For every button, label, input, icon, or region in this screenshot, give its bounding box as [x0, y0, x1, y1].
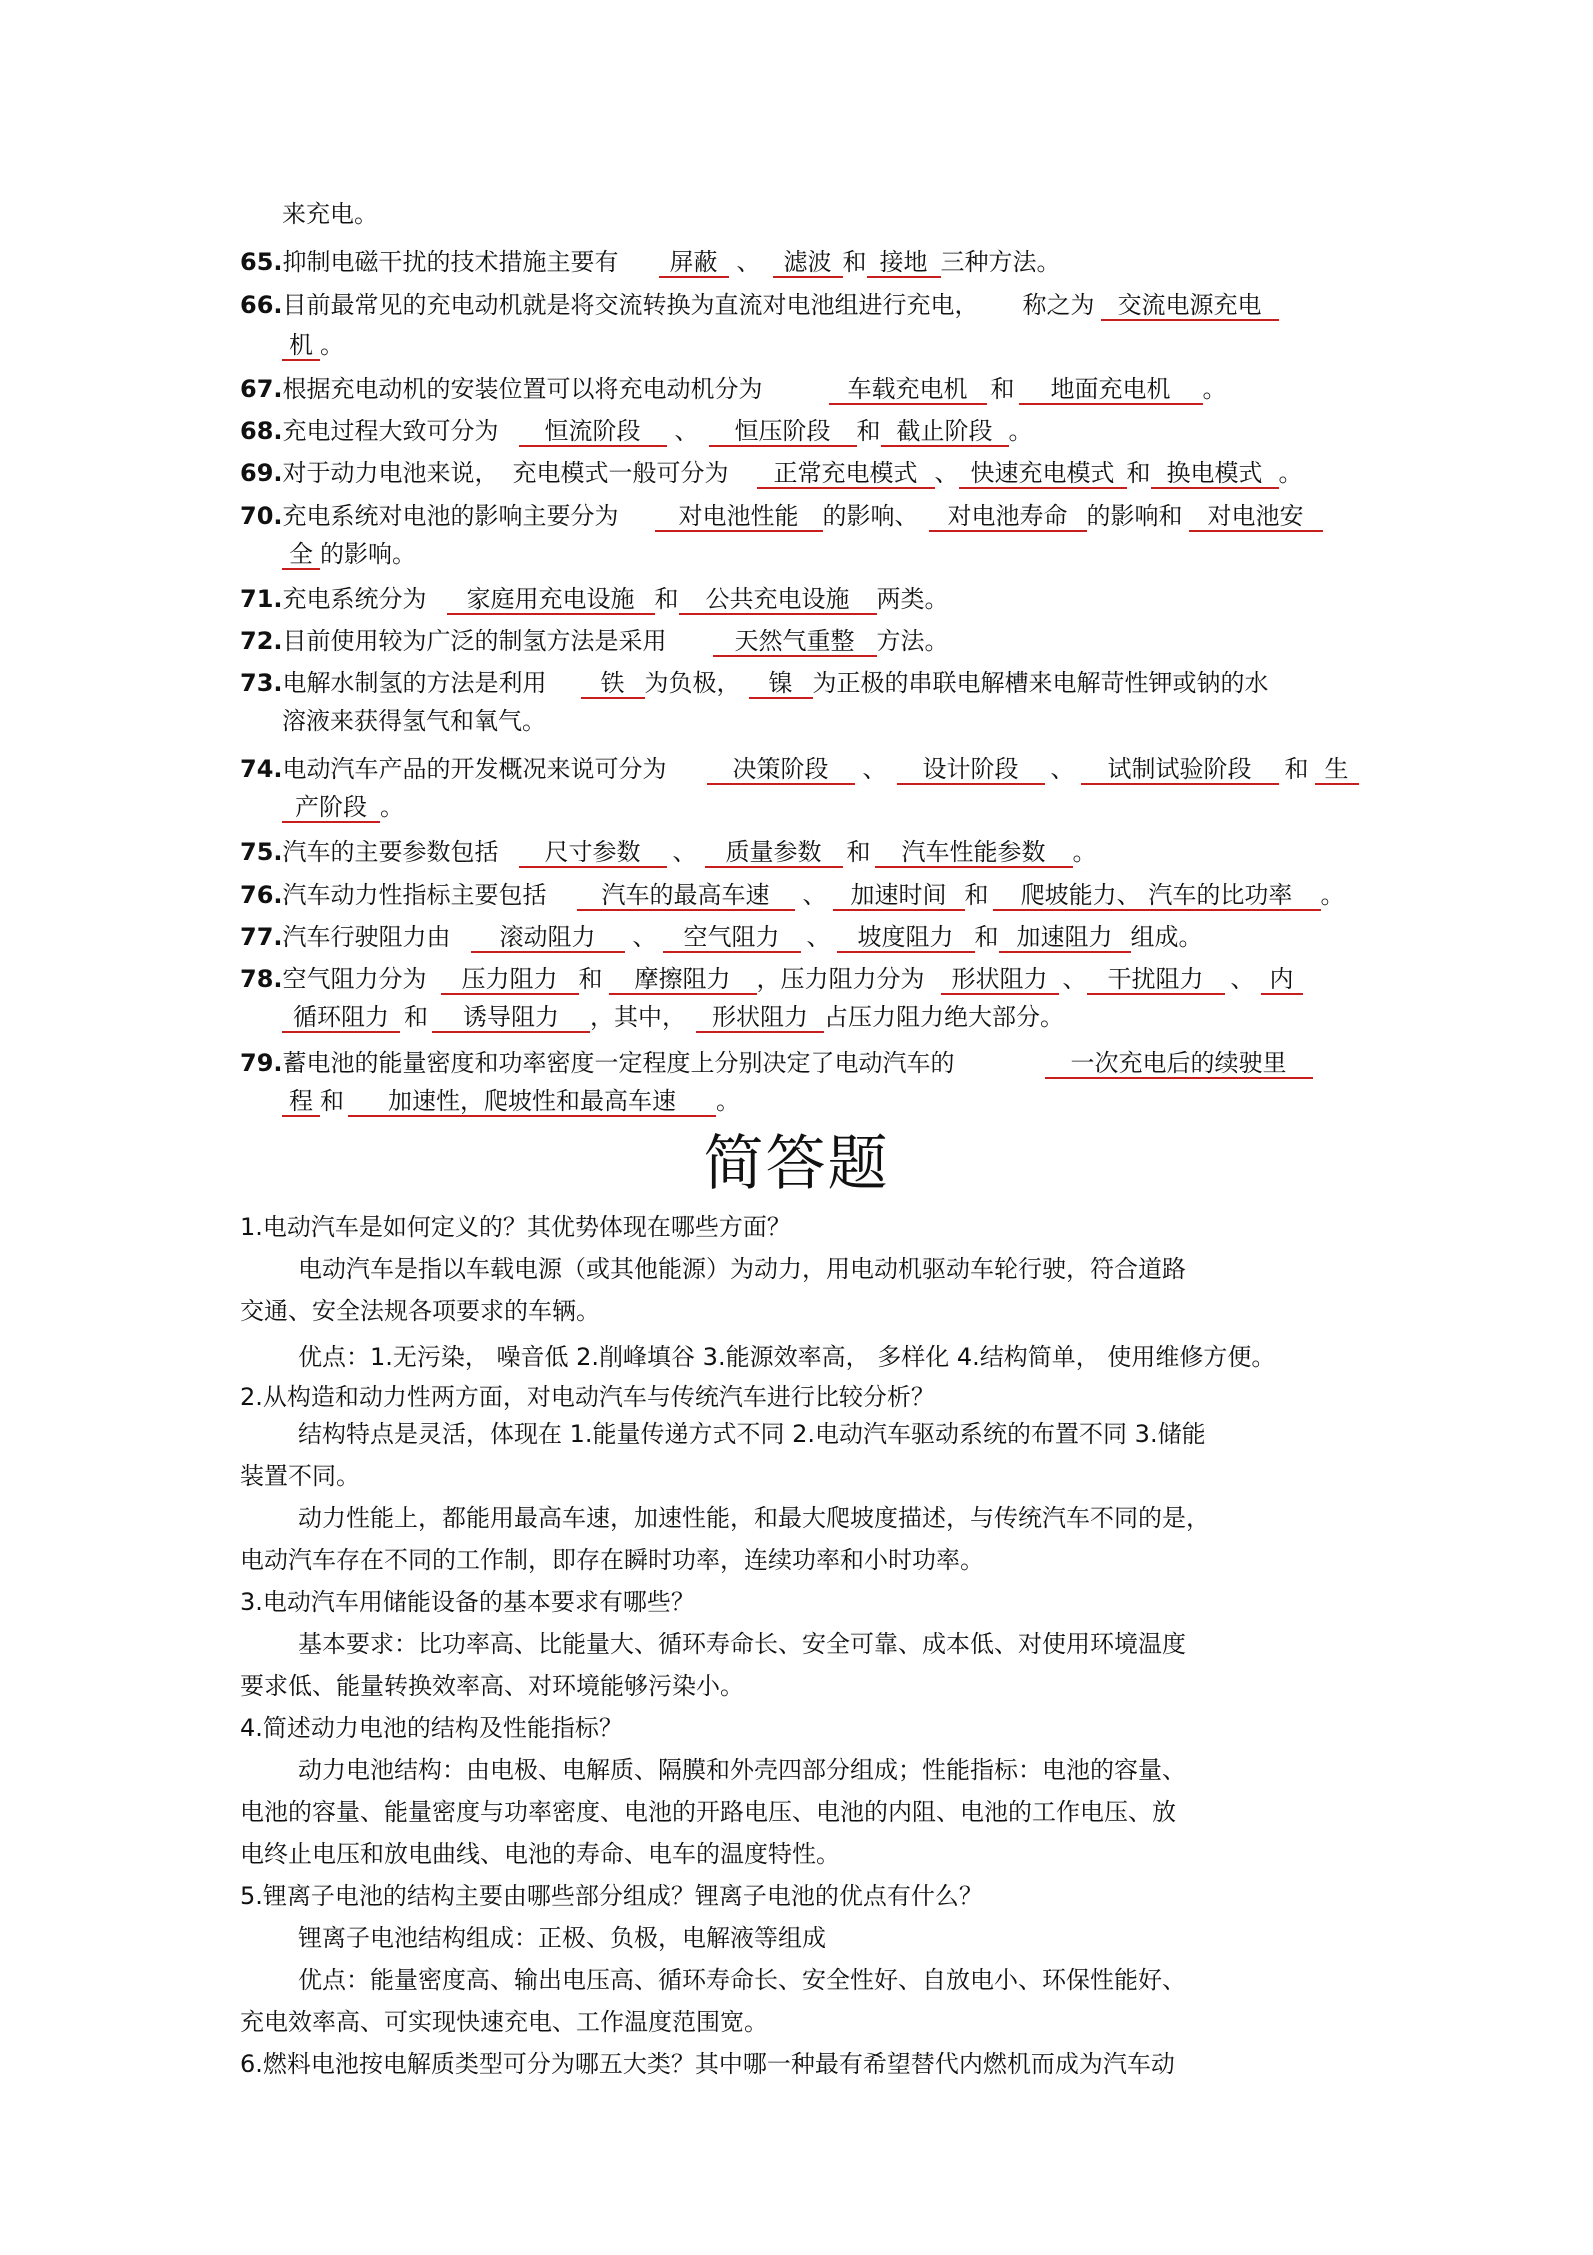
answer-blank: 截止阶段 [881, 417, 1009, 447]
answer-blank: 诱导阻力 [432, 1003, 590, 1033]
answer-blank: 爬坡能力、 汽车的比功率 [993, 881, 1321, 911]
answer-blank: 加速阻力 [999, 923, 1131, 953]
question-text: 目前最常见的充电动机就是将交流转换为直流对电池组进行充电， [282, 291, 979, 319]
answer-blank: 试制试验阶段 [1081, 755, 1279, 785]
answer-paragraph-cont [240, 1460, 360, 1492]
question-text: 的影响、 [822, 502, 919, 530]
answer-blank: 内 [1261, 965, 1303, 995]
question-74-cont [282, 791, 404, 823]
question-text: 充电模式一般可分为 [512, 459, 729, 487]
question-number: 70. [240, 502, 283, 530]
answer-blank: 一次充电后的续驶里 [1045, 1049, 1313, 1079]
answer-blank: 地面充电机 [1019, 375, 1203, 405]
question-number: 71. [240, 585, 283, 613]
question-text: 、 [862, 755, 887, 783]
question-text: 和 [404, 1003, 428, 1031]
answer-paragraph [298, 1922, 826, 1954]
question-text: ，其中， [590, 1003, 686, 1031]
text: 优点：1.无污染， 噪音低 2.削峰填谷 3.能源效率高， 多样化 4.结构简单， 使用维修方便。 [298, 1343, 1276, 1371]
question-text: 、 [802, 881, 827, 909]
answer-blank: 尺寸参数 [519, 838, 667, 868]
answer-paragraph-cont [240, 1796, 1176, 1828]
question-text: 。 [380, 793, 404, 821]
answer-blank: 换电模式 [1151, 459, 1279, 489]
question-text: 电解水制氢的方法是利用 [282, 669, 547, 697]
answer-blank: 铁 [581, 669, 645, 699]
answer-blank: 摩擦阻力 [609, 965, 757, 995]
question-text: 和 [964, 881, 989, 909]
q64-continuation [282, 198, 378, 230]
question-number: 74. [240, 755, 283, 783]
question-text: 。 [716, 1087, 740, 1115]
question-text: 汽车的主要参数包括 [282, 838, 499, 866]
question-text: 对于动力电池来说， [282, 459, 499, 487]
question-text: 和 [990, 375, 1015, 403]
question-74 [240, 753, 1359, 785]
question-text: 和 [846, 838, 871, 866]
question-text: 占压力阻力绝大部分。 [824, 1003, 1064, 1031]
answer-paragraph-cont [240, 1295, 600, 1327]
short-question-2 [240, 1381, 935, 1413]
question-text: 和 [320, 1087, 344, 1115]
question-68 [240, 415, 1033, 447]
question-text: 蓄电池的能量密度和功率密度一定程度上分别决定了电动汽车的 [282, 1049, 955, 1077]
question-text: 的影响。 [320, 540, 416, 568]
question-65 [240, 246, 1061, 278]
answer-blank: 循环阻力 [282, 1003, 400, 1033]
answer-blank: 对电池寿命 [929, 502, 1087, 532]
section-title: 简答题 [703, 1129, 890, 1199]
question-text: 、 [672, 838, 697, 866]
answer-blank: 正常充电模式 [757, 459, 935, 489]
answer-paragraph-cont [240, 1838, 840, 1870]
answer-blank: 汽车性能参数 [875, 838, 1073, 868]
answer-blank: 决策阶段 [707, 755, 855, 785]
question-text: 充电过程大致可分为 [282, 417, 499, 445]
question-text: 充电系统对电池的影响主要分为 [282, 502, 619, 530]
short-question-3 [240, 1586, 695, 1618]
question-number: 77. [240, 923, 283, 951]
answer-blank: 空气阻力 [663, 923, 801, 953]
question-77 [240, 921, 1203, 953]
question-text: 两类。 [876, 585, 949, 613]
answer-blank: 加速性，爬坡性和最高车速 [348, 1087, 716, 1117]
answer-blank: 加速时间 [833, 881, 965, 911]
answer-blank: 家庭用充电设施 [447, 585, 655, 615]
answer-blank: 滚动阻力 [471, 923, 625, 953]
text: 电池的容量、能量密度与功率密度、电池的开路电压、电池的内阻、电池的工作电压、放 [240, 1798, 1176, 1826]
answer-blank: 形状阻力 [696, 1003, 824, 1033]
question-text: 、 [1062, 965, 1087, 993]
answer-paragraph [298, 1964, 1186, 1996]
question-number: 69. [240, 459, 283, 487]
question-text: 、 [1050, 755, 1075, 783]
question-72 [240, 625, 949, 657]
question-71 [240, 583, 949, 615]
question-number: 73. [240, 669, 283, 697]
answer-blank: 接地 [867, 248, 941, 278]
text: 电动汽车是指以车载电源（或其他能源）为动力，用电动机驱动车轮行驶，符合道路 [298, 1255, 1186, 1283]
question-text: 空气阻力分为 [282, 965, 427, 993]
question-66-cont [282, 329, 344, 361]
question-text: 和 [842, 248, 867, 276]
answer-blank: 质量参数 [705, 838, 843, 868]
question-text: 3.电动汽车用储能设备的基本要求有哪些？ [240, 1588, 695, 1616]
text: 电终止电压和放电曲线、电池的寿命、电车的温度特性。 [240, 1840, 840, 1868]
question-number: 75. [240, 838, 283, 866]
question-number: 65. [240, 248, 283, 276]
answer-blank: 屏蔽 [659, 248, 729, 278]
question-text: 汽车行驶阻力由 [282, 923, 451, 951]
question-78-cont [282, 1001, 1064, 1033]
question-text: 根据充电动机的安装位置可以将充电动机分为 [282, 375, 763, 403]
question-67 [240, 373, 1227, 405]
question-78 [240, 963, 1303, 995]
text: 结构特点是灵活，体现在 1.能量传递方式不同 2.电动汽车驱动系统的布置不同 3.储能 [298, 1420, 1206, 1448]
answer-paragraph [298, 1754, 1186, 1786]
answer-blank: 全 [282, 540, 320, 570]
answer-blank: 产阶段 [282, 793, 380, 823]
answer-blank: 天然气重整 [713, 627, 877, 657]
question-text: 称之为 [1022, 291, 1095, 319]
question-text: 汽车动力性指标主要包括 [282, 881, 547, 909]
question-66 [240, 289, 1279, 321]
text: 来充电。 [282, 200, 378, 228]
question-text: 为负极， [644, 669, 741, 697]
question-text: 。 [1202, 375, 1227, 403]
answer-paragraph-cont [240, 1544, 984, 1576]
answer-blank: 快速充电模式 [959, 459, 1127, 489]
question-number: 76. [240, 881, 283, 909]
question-text: 和 [1284, 755, 1309, 783]
question-number: 72. [240, 627, 283, 655]
text: 优点：能量密度高、输出电压高、循环寿命长、安全性好、自放电小、环保性能好、 [298, 1966, 1186, 1994]
question-text: 5.锂离子电池的结构主要由哪些部分组成？锂离子电池的优点有什么？ [240, 1882, 983, 1910]
question-76 [240, 879, 1345, 911]
question-text: 、 [674, 417, 699, 445]
question-text: 电动汽车产品的开发概况来说可分为 [282, 755, 667, 783]
answer-paragraph [298, 1253, 1186, 1285]
answer-blank: 干扰阻力 [1087, 965, 1225, 995]
answer-blank: 滤波 [773, 248, 843, 278]
answer-blank: 对电池安 [1189, 502, 1323, 532]
question-text: 、 [934, 459, 959, 487]
answer-paragraph [298, 1418, 1206, 1450]
short-question-1 [240, 1211, 791, 1243]
answer-blank: 坡度阻力 [837, 923, 975, 953]
question-number: 79. [240, 1049, 283, 1077]
question-text: 和 [974, 923, 999, 951]
question-text: 2.从构造和动力性两方面，对电动汽车与传统汽车进行比较分析？ [240, 1383, 935, 1411]
question-text: 的影响和 [1086, 502, 1183, 530]
question-text: 。 [1320, 881, 1345, 909]
question-text: 充电系统分为 [282, 585, 427, 613]
answer-blank: 压力阻力 [441, 965, 579, 995]
question-text: 三种方法。 [940, 248, 1061, 276]
question-text: 。 [1072, 838, 1097, 866]
question-text: 1.电动汽车是如何定义的？其优势体现在哪些方面？ [240, 1213, 791, 1241]
text: 交通、安全法规各项要求的车辆。 [240, 1297, 600, 1325]
answer-blank: 公共充电设施 [679, 585, 877, 615]
question-text: 和 [654, 585, 679, 613]
answer-blank: 程 [282, 1087, 320, 1117]
short-question-6 [240, 2048, 1175, 2080]
question-number: 68. [240, 417, 283, 445]
question-79-cont [282, 1085, 740, 1117]
text: 动力电池结构：由电极、电解质、隔膜和外壳四部分组成；性能指标：电池的容量、 [298, 1756, 1186, 1784]
question-text: 、 [736, 248, 761, 276]
question-text: 。 [320, 331, 344, 359]
question-number: 66. [240, 291, 283, 319]
answer-blank: 机 [282, 331, 320, 361]
question-text: 抑制电磁干扰的技术措施主要有 [282, 248, 619, 276]
text: 要求低、能量转换效率高、对环境能够污染小。 [240, 1672, 744, 1700]
short-question-5 [240, 1880, 983, 1912]
answer-blank: 对电池性能 [655, 502, 823, 532]
question-text: 6.燃料电池按电解质类型可分为哪五大类？其中哪一种最有希望替代内燃机而成为汽车动 [240, 2050, 1175, 2078]
question-79 [240, 1047, 1313, 1079]
answer-blank: 交流电源充电 [1101, 291, 1279, 321]
question-text: 溶液来获得氢气和氧气。 [282, 707, 546, 735]
short-question-4 [240, 1712, 623, 1744]
question-text: 、 [632, 923, 657, 951]
question-text: 。 [1008, 417, 1033, 445]
question-text: 和 [1126, 459, 1151, 487]
question-70-cont [282, 538, 416, 570]
question-text: ，压力阻力分为 [756, 965, 925, 993]
question-text: 、 [1230, 965, 1255, 993]
text: 基本要求：比功率高、比能量大、循环寿命长、安全可靠、成本低、对使用环境温度 [298, 1630, 1186, 1658]
text: 动力性能上，都能用最高车速，加速性能，和最大爬坡度描述，与传统汽车不同的是， [298, 1504, 1210, 1532]
text: 电动汽车存在不同的工作制，即存在瞬时功率，连续功率和小时功率。 [240, 1546, 984, 1574]
answer-blank: 设计阶段 [897, 755, 1045, 785]
answer-paragraph [298, 1341, 1275, 1373]
answer-paragraph [298, 1502, 1210, 1534]
question-text: 。 [1278, 459, 1303, 487]
answer-paragraph-cont [240, 2006, 768, 2038]
question-73 [240, 667, 1269, 699]
question-69 [240, 457, 1303, 489]
answer-blank: 恒流阶段 [519, 417, 667, 447]
question-text: 组成。 [1130, 923, 1203, 951]
question-75 [240, 836, 1097, 868]
answer-blank: 恒压阶段 [709, 417, 857, 447]
question-text: 方法。 [876, 627, 949, 655]
question-text: 和 [856, 417, 881, 445]
question-73-cont [282, 705, 546, 737]
answer-blank: 生 [1315, 755, 1359, 785]
question-text: 目前使用较为广泛的制氢方法是采用 [282, 627, 667, 655]
question-70 [240, 500, 1323, 532]
answer-blank: 镍 [749, 669, 813, 699]
answer-blank: 形状阻力 [941, 965, 1059, 995]
question-text: 为正极的串联电解槽来电解苛性钾或钠的水 [812, 669, 1269, 697]
text: 装置不同。 [240, 1462, 360, 1490]
question-number: 78. [240, 965, 283, 993]
answer-blank: 车载充电机 [829, 375, 987, 405]
text: 锂离子电池结构组成：正极、负极，电解液等组成 [298, 1924, 826, 1952]
question-number: 67. [240, 375, 283, 403]
answer-blank: 汽车的最高车速 [577, 881, 795, 911]
question-text: 、 [806, 923, 831, 951]
question-text: 4.简述动力电池的结构及性能指标？ [240, 1714, 623, 1742]
text: 充电效率高、可实现快速充电、工作温度范围宽。 [240, 2008, 768, 2036]
answer-paragraph [298, 1628, 1186, 1660]
question-text: 和 [578, 965, 603, 993]
answer-paragraph-cont [240, 1670, 744, 1702]
